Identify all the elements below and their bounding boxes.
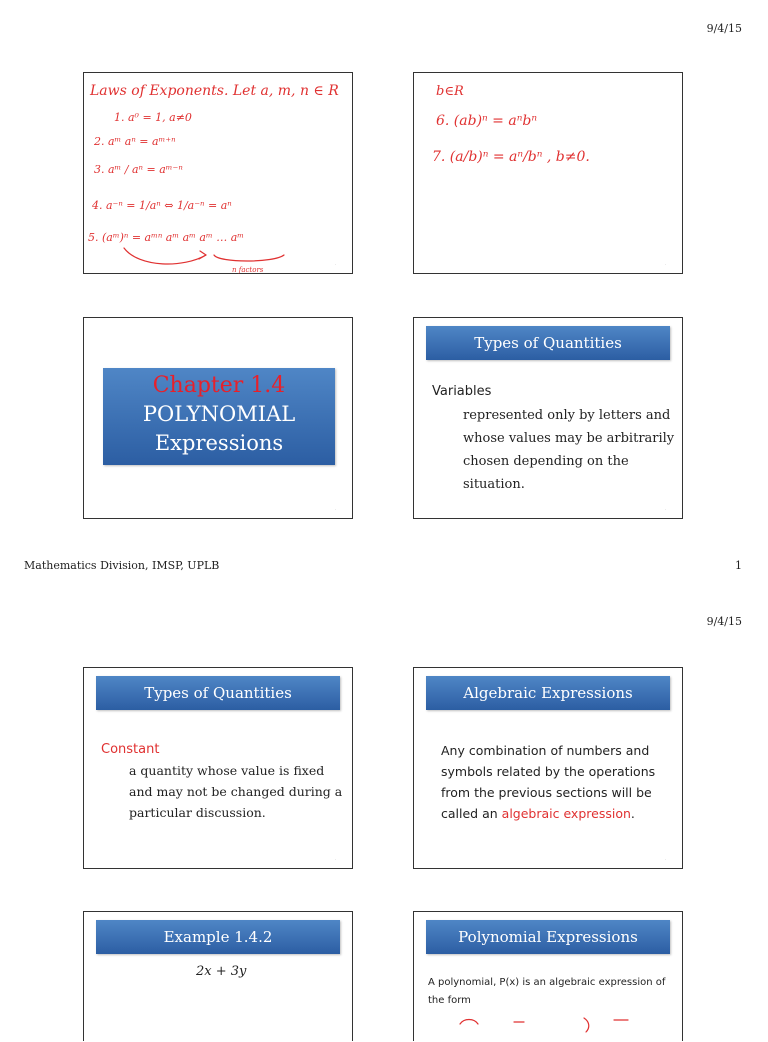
chapter-banner [103,368,335,465]
variables-definition: represented only by letters and whose values may be arbitrarily chosen depending on the situation. [463,408,675,492]
example-expression: 2x + 3y [196,964,247,979]
handwritten-notes-continued [414,73,684,275]
algebraic-definition [441,740,667,824]
law-7: 7. (a/b)ⁿ = aⁿ/bⁿ , b≠0. [432,149,590,165]
law-2: 2. aᵐ aⁿ = aᵐ⁺ⁿ [94,135,176,148]
slide-number-mark: · [334,857,336,862]
slide-header: Polynomial Expressions [426,920,670,954]
slide-header: Example 1.4.2 [96,920,340,954]
slide-number-mark: · [664,262,666,267]
algebraic-period: . [630,806,635,821]
term-constant: Constant [101,742,160,757]
term-variables: Variables [432,384,492,399]
slide-number-mark: · [334,262,336,267]
ink-stroke [584,1018,589,1032]
footer-page-number: 1 [735,559,742,572]
arrow-head [199,251,206,259]
slide-number-mark: · [664,507,666,512]
page-date: 9/4/15 [706,615,742,628]
footer-institution: Mathematics Division, IMSP, UPLB [24,559,220,572]
slide-header: Types of Quantities [96,676,340,710]
law-4: 4. a⁻ⁿ = 1/aⁿ ⇔ 1/a⁻ⁿ = aⁿ [92,199,232,212]
laws2-title: b∈R [436,84,464,99]
constant-definition: a quantity whose value is fixed and may not be changed during a particular discussion. [129,763,343,820]
ink-stroke [460,1020,478,1025]
slide-number-mark: · [664,857,666,862]
handwritten-formula-partial [414,1012,684,1042]
law-1: 1. a⁰ = 1, a≠0 [114,111,192,124]
brace-underline [214,255,284,261]
chapter-subtitle-line1: POLYNOMIAL [142,402,296,426]
slide-variables [413,317,683,519]
polynomial-definition: A polynomial, P(x) is an algebraic expression of the form [428,977,666,1006]
law-5: 5. (aᵐ)ⁿ = aᵐⁿ aᵐ aᵐ aᵐ … aᵐ [88,231,245,244]
law-3: 3. aᵐ / aⁿ = aᵐ⁻ⁿ [94,163,183,176]
chapter-subtitle-line2: Expressions [154,431,284,455]
term-algebraic-expression: algebraic expression [501,806,631,821]
slide-laws-continued [413,72,683,274]
slide-header: Types of Quantities [426,326,670,360]
slide-laws-of-exponents [83,72,353,274]
slide-polynomial-expressions [413,911,683,1041]
chapter-title: Chapter 1.4 [152,373,286,398]
page-date: 9/4/15 [706,22,742,35]
law-5-note: n factors [232,266,264,274]
arrow-curve [124,248,206,264]
slide-algebraic-expressions [413,667,683,869]
slide-example [83,911,353,1041]
slide-constant [83,667,353,869]
slide-header: Algebraic Expressions [426,676,670,710]
slide-chapter-title [83,317,353,519]
algebraic-text: Any combination of numbers and symbols related by the operations from the previous sections will be called an [441,743,656,821]
handwritten-notes [84,73,354,275]
law-6: 6. (ab)ⁿ = aⁿbⁿ [436,113,538,129]
slide-number-mark: · [334,507,336,512]
laws-title: Laws of Exponents. Let a, m, n ∈ R [90,83,339,99]
